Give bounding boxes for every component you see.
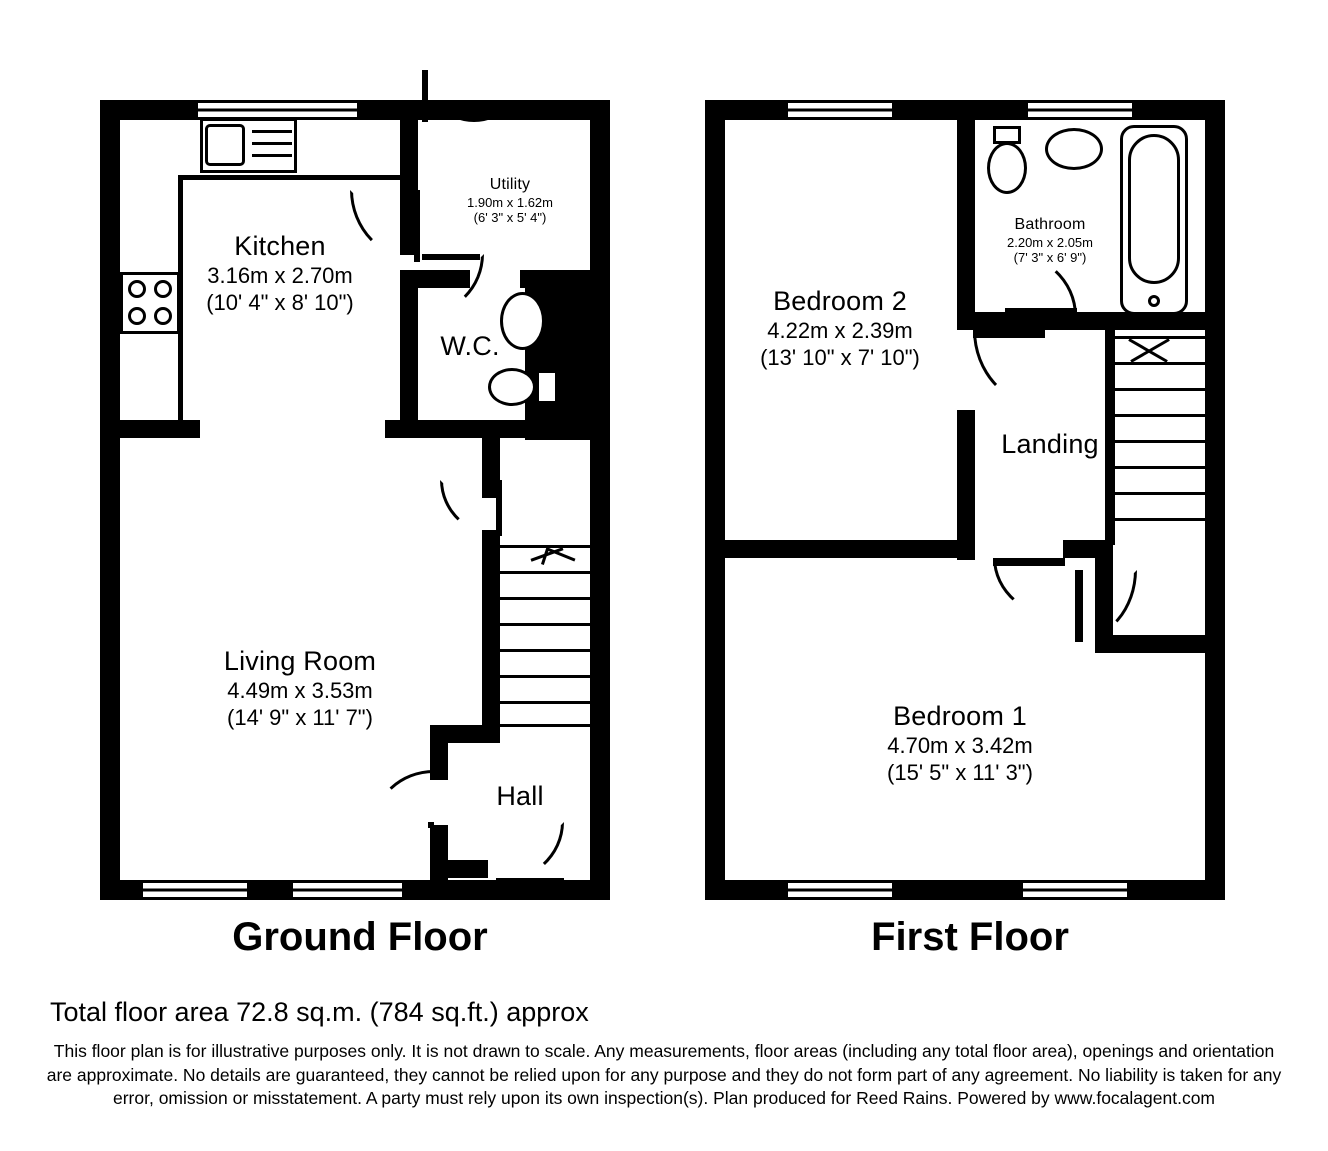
first-floor-plan (705, 80, 1235, 910)
disclaimer-text: This floor plan is for illustrative purposes only. It is not drawn to scale. Any measurements, floor areas (including any total floor area), openings and orientation are approximate. No details are guaranteed, they cannot be relied upon for any purpose and they do not form part of any agreement. No liability is taken for any error, omission or misstatement. A party must rely upon its own inspection(s). Plan produced for Reed Rains. Powered by www.focalagent.com (46, 1041, 1282, 1109)
wall-first-exterior-left (705, 100, 725, 900)
window-bedroom1-bottom-right (1020, 880, 1130, 900)
wall-first-exterior-right (1205, 100, 1225, 900)
ground-floor-plan (100, 80, 620, 910)
door-bedroom1 (993, 558, 1065, 620)
staircase-ground (500, 545, 592, 727)
wc-toilet-cistern (536, 370, 558, 404)
kitchen-drainer-line-2 (252, 142, 292, 145)
room-label-wc: W.C. (440, 331, 500, 361)
room-label-landing: Landing (1001, 429, 1099, 459)
wall-landing-bottom (725, 540, 975, 558)
wall-kitchen-bottom-right (385, 420, 420, 438)
wall-living-hall-lower (482, 530, 500, 725)
wc-toilet-bowl (488, 368, 536, 406)
door-bedroom2 (973, 330, 1045, 408)
door-front-entrance (496, 822, 564, 884)
kitchen-counter-horizontal (178, 175, 403, 180)
room-label-bedroom-1: Bedroom 1 4.70m x 3.42m (15' 5" x 11' 3") (887, 701, 1033, 785)
window-bedroom1-bottom-left (785, 880, 895, 900)
hob-ring-3 (128, 307, 146, 325)
window-bathroom-top (1025, 100, 1135, 120)
kitchen-drainer-line-3 (252, 154, 292, 157)
room-label-bathroom: Bathroom 2.20m x 2.05m (7' 3" x 6' 9") (1007, 216, 1093, 266)
door-wc (422, 254, 488, 316)
wall-kitchen-bottom (100, 420, 200, 438)
kitchen-sink-basin (205, 124, 245, 166)
wall-bedroom2-right (957, 100, 975, 330)
room-label-living-room: Living Room 4.49m x 3.53m (14' 9" x 11' 7") (223, 646, 377, 730)
wall-exterior-right (590, 100, 610, 900)
window-living-bottom-right (290, 880, 405, 900)
bathroom-toilet-cistern (993, 126, 1021, 144)
bathroom-toilet-bowl (987, 142, 1027, 194)
room-label-bedroom-2: Bedroom 2 4.22m x 2.39m (13' 10" x 7' 10") (760, 286, 920, 370)
wall-exterior-left (100, 100, 120, 900)
door-hall-living (372, 770, 434, 828)
first-floor-title: First Floor (871, 915, 1069, 959)
bathroom-bathtub-inner (1128, 134, 1180, 284)
ground-floor-title: Ground Floor (232, 915, 488, 959)
room-label-utility: Utility 1.90m x 1.62m (6' 3" x 5' 4") (467, 176, 553, 226)
window-kitchen-top (195, 100, 360, 120)
wall-hall-left-lower (430, 825, 448, 900)
bathroom-basin (1045, 128, 1103, 170)
bathroom-bathtub-plug (1148, 295, 1160, 307)
hob-ring-1 (128, 280, 146, 298)
total-floor-area: Total floor area 72.8 sq.m. (784 sq.ft.) approx (50, 997, 589, 1027)
room-label-hall: Hall (496, 781, 544, 811)
window-living-bottom-left (140, 880, 250, 900)
window-bedroom2-top (785, 100, 895, 120)
door-utility-top (422, 70, 482, 126)
door-airing-cupboard (1075, 570, 1137, 642)
room-label-kitchen: Kitchen 3.16m x 2.70m (10' 4" x 8' 10") (206, 231, 354, 315)
kitchen-drainer-line-1 (252, 130, 292, 133)
wall-first-exterior-bottom (705, 880, 1225, 900)
wall-hall-door-stub (448, 860, 488, 878)
door-living-hall (440, 480, 502, 538)
